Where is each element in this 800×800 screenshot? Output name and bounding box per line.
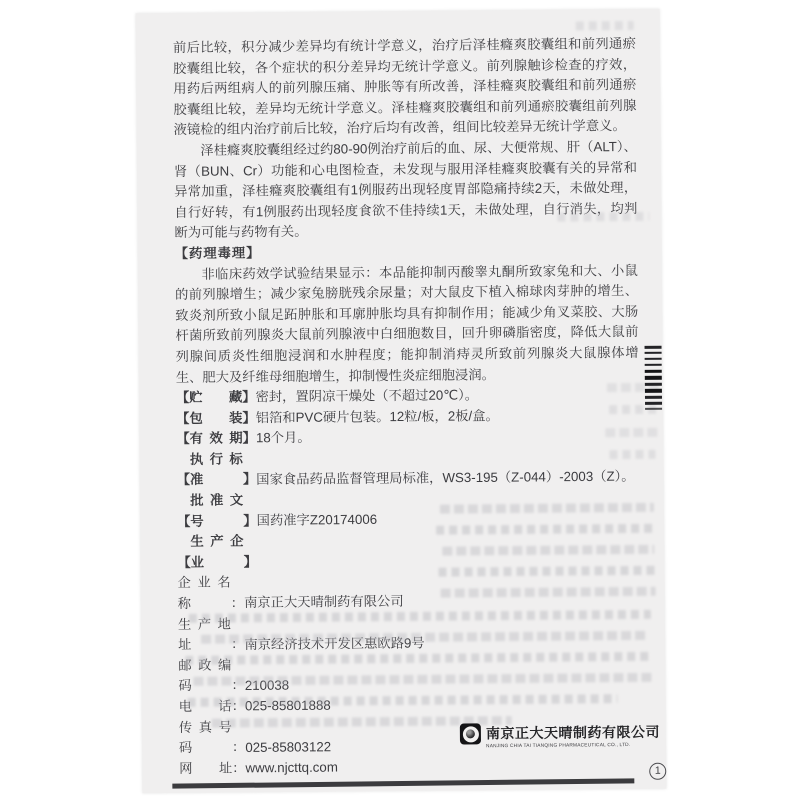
edge-stack-barcode: [645, 346, 663, 413]
field-manufacturer-label: 生产企业: [190, 533, 244, 570]
manufacturer-zipcode-label: 邮政编码: [178, 657, 232, 694]
page-number: 1: [649, 763, 666, 780]
bracket-open: 【: [176, 472, 191, 488]
bracket-close: 】: [242, 389, 256, 405]
bracket-close: 】: [242, 430, 256, 446]
field-package-label: 包装: [189, 410, 243, 426]
company-logo-icon: [460, 723, 481, 744]
field-standard-value: 国家食品药品监督管理局标准，WS3-195（Z-044）-2003（Z）。: [256, 468, 635, 487]
paragraph-clinical-comparison: 前后比较，积分减少差异均有统计学意义，治疗后泽桂癃爽胶囊组和前列通瘀胶囊组比较，各个症状的积分差异均无统计学意义。前列腺触诊检查的疗效，用药后两组病人的前列腺压痛、肿胀等有所改善，泽桂癃爽胶囊组和前列通瘀胶囊组比较，差异均无统计学意义。泽桂癃爽胶囊组和前列通瘀胶囊组前列腺液镜检的组内治疗前后比较，治疗后均有改善，组间比较差异无统计学意义。: [172, 35, 637, 138]
bracket-close: 】: [243, 554, 258, 570]
bracket-close: 】: [246, 245, 261, 261]
manufacturer-phone-label: 电话: [178, 698, 232, 714]
field-standard-label: 执行标准: [189, 451, 243, 488]
bracket-close: 】: [242, 409, 256, 426]
field-shelf-life-label: 有效期: [189, 430, 243, 447]
bracket-open: 【: [177, 554, 191, 570]
leaflet-text-column: [173, 34, 642, 779]
colon: ：: [231, 636, 245, 652]
field-storage-value: 密封，置阴凉干燥处（不超过20℃）。: [255, 387, 479, 405]
pharmacology-heading-text: 药理毒理: [188, 245, 247, 261]
bracket-close: 】: [243, 512, 257, 529]
field-standard: [176, 446, 639, 491]
manufacturer-name-label: 企业名称: [177, 574, 231, 611]
footer-company-name-cn: 南京正大天晴制药有限公司: [485, 723, 660, 742]
field-shelf-life-value: 18个月。: [255, 430, 311, 446]
colon: ：: [231, 739, 246, 755]
manufacturer-website-row: [179, 755, 642, 780]
colon: ：: [231, 698, 246, 714]
field-package-value: 铝箔和PVC硬片包装。12粒/板，2板/盒。: [255, 407, 499, 425]
manufacturer-website-label: 网址: [179, 760, 233, 776]
manufacturer-name-value: 南京正大天晴制药有限公司: [243, 594, 404, 611]
manufacturer-fax-label: 传真号码: [178, 719, 232, 756]
field-approval-number-value: 国药准字Z20174006: [256, 511, 378, 528]
paragraph-pharmacology-body: 非临床药效学试验结果显示：本品能抑制丙酸睾丸酮所致家兔和大、小鼠的前列腺增生；减少家兔膀胱残余尿量；对大鼠皮下植入棉球肉芽肿的增生、致炎剂所致小鼠足跖肿胀和耳廓肿胀均具有抑制作用；能减少角叉菜胶、大肠杆菌所致前列腺炎大鼠前列腺液中白细胞数目，回升卵磷脂密度，降低大鼠前列腺间质炎性细胞浸润和水肿程度；能抑制消痔灵所致前列腺炎大鼠腺体增生、肥大及纤维母细胞增生，抑制慢性炎症细胞浸润。: [174, 262, 639, 385]
colon: ：: [230, 595, 245, 611]
bracket-open: 【: [176, 431, 190, 447]
bracket-close: 】: [242, 471, 257, 487]
bracket-open: 【: [176, 513, 191, 529]
colon: ：: [231, 677, 245, 693]
bleedthrough-marks: [136, 9, 660, 14]
manufacturer-zipcode-value: 210038: [244, 677, 290, 693]
footer-company-name-en: NANJING CHIA TAI TIANQING PHARMACEUTICAL CO., LTD.: [485, 743, 631, 750]
footer-brand: [460, 722, 660, 750]
bottom-rule-bar: [172, 778, 634, 788]
manufacturer-address-value: 南京经济技术开发区惠欧路9号: [244, 635, 425, 652]
colon: ：: [232, 760, 246, 776]
field-approval-number-label: 批准文号: [190, 492, 244, 529]
manufacturer-address-label: 生产地址: [177, 616, 232, 653]
paragraph-safety-observation: 泽桂癃爽胶囊组经过约80-90例治疗前后的血、尿、大便常规、肝（ALT）、肾（BUN、Cr）功能和心电图检查，未发现与服用泽桂癃爽胶囊有关的异常和异常加重，泽桂癃爽胶囊组有1例服药出现轻度胃部隐痛持续2天，未做处理，自行好转，有1例服药出现轻度食欲不佳持续1天，未做处理，自行消失，均判断为可能与药物有关。: [173, 138, 638, 241]
bracket-open: 【: [174, 245, 190, 261]
manufacturer-fax-value: 025-85803122: [245, 738, 332, 755]
bracket-open: 【: [175, 389, 190, 406]
field-storage-label: 贮藏: [189, 389, 243, 405]
manufacturer-website-value: www.njcttq.com: [245, 759, 338, 776]
bracket-open: 【: [176, 410, 190, 426]
manufacturer-phone-value: 025-85801888: [244, 697, 331, 714]
leaflet-sheet: [136, 9, 667, 794]
